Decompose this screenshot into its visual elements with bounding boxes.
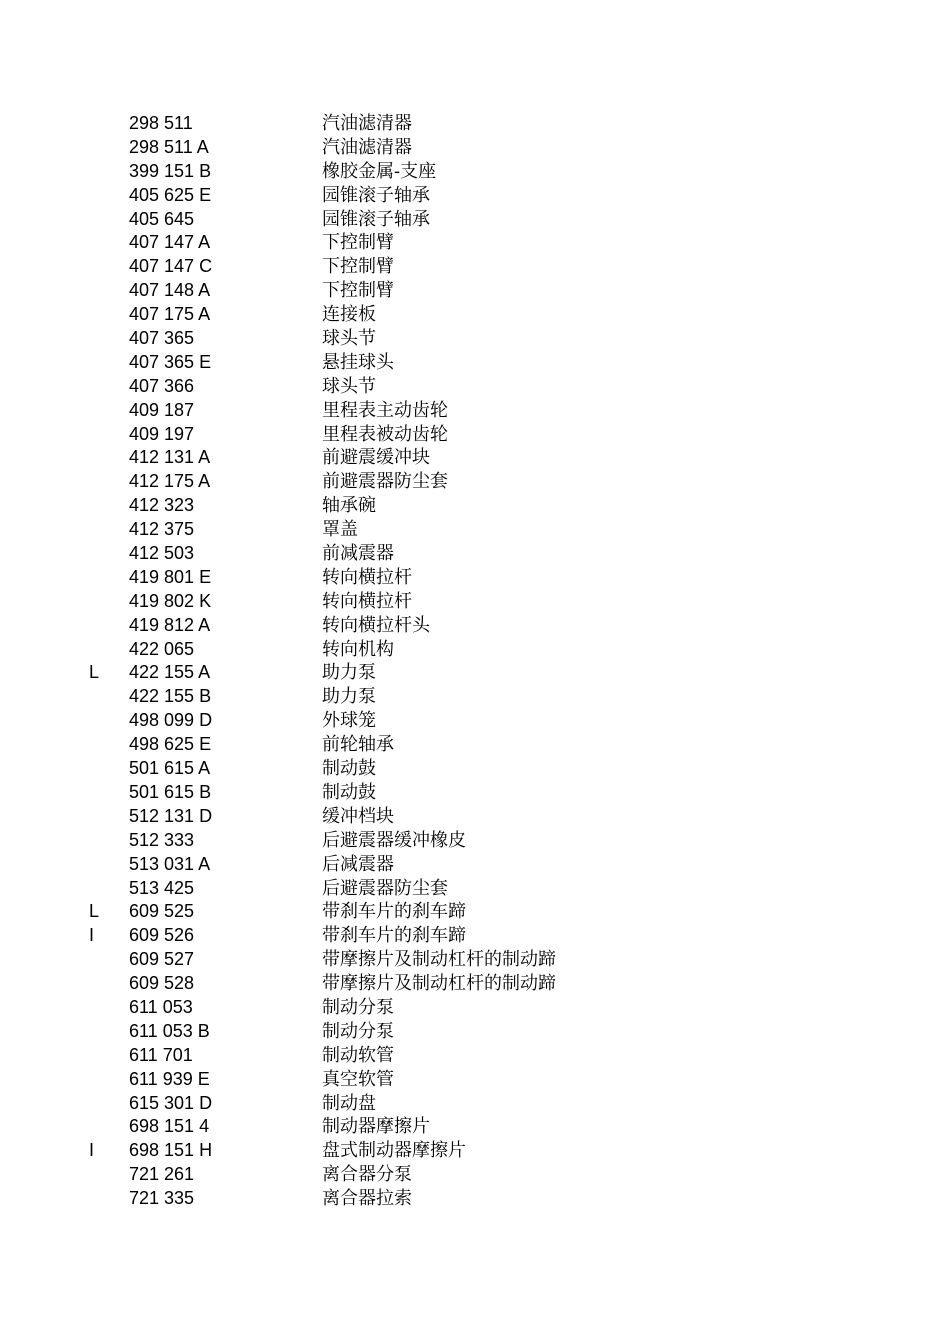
table-row — [0, 638, 950, 662]
row-marker: L — [89, 901, 100, 922]
part-description: 里程表被动齿轮 — [322, 423, 448, 445]
table-row — [0, 255, 950, 279]
part-description: 带摩擦片及制动杠杆的制动蹄 — [322, 973, 556, 995]
part-description: 罩盖 — [322, 519, 358, 541]
part-description: 悬挂球头 — [322, 351, 394, 373]
part-description: 助力泵 — [322, 686, 376, 708]
part-description: 转向横拉杆头 — [322, 614, 430, 636]
part-number: 721 261 — [129, 1164, 195, 1185]
table-row — [0, 1115, 950, 1139]
part-description: 制动盘 — [322, 1092, 376, 1114]
part-description: 制动鼓 — [322, 758, 376, 780]
part-number: 412 323 — [129, 495, 195, 516]
part-number: 407 148 A — [129, 280, 211, 301]
part-number: 419 801 E — [129, 566, 212, 587]
part-number: 698 151 4 — [129, 1116, 210, 1137]
table-row — [0, 661, 950, 685]
table-row — [0, 829, 950, 853]
table-row — [0, 542, 950, 566]
part-description: 后避震器缓冲橡皮 — [322, 829, 466, 851]
part-description: 下控制臂 — [322, 232, 394, 254]
row-marker: I — [89, 1140, 95, 1161]
part-description: 连接板 — [322, 304, 376, 326]
row-marker: I — [89, 925, 95, 946]
part-number: 407 147 A — [129, 232, 211, 253]
part-description: 前避震缓冲块 — [322, 447, 430, 469]
table-row — [0, 1187, 950, 1211]
part-number: 412 131 A — [129, 447, 211, 468]
part-number: 409 197 — [129, 423, 195, 444]
part-number: 422 155 A — [129, 662, 211, 683]
part-number: 609 525 — [129, 901, 195, 922]
part-number: 405 645 — [129, 208, 195, 229]
table-row — [0, 446, 950, 470]
table-row — [0, 805, 950, 829]
part-description: 制动软管 — [322, 1044, 394, 1066]
part-number: 298 511 A — [129, 136, 209, 157]
part-description: 前轮轴承 — [322, 734, 394, 756]
part-description: 带刹车片的刹车蹄 — [322, 901, 466, 923]
table-row — [0, 972, 950, 996]
table-row — [0, 709, 950, 733]
part-description: 轴承碗 — [322, 495, 376, 517]
part-number: 513 031 A — [129, 853, 211, 874]
table-row — [0, 877, 950, 901]
table-row — [0, 351, 950, 375]
part-number: 498 625 E — [129, 734, 212, 755]
table-row — [0, 303, 950, 327]
table-row — [0, 208, 950, 232]
table-row — [0, 184, 950, 208]
table-row — [0, 136, 950, 160]
part-description: 缓冲档块 — [322, 805, 394, 827]
table-row — [0, 566, 950, 590]
table-row — [0, 231, 950, 255]
table-row — [0, 590, 950, 614]
part-number: 721 335 — [129, 1188, 195, 1209]
part-number: 698 151 H — [129, 1140, 213, 1161]
part-number: 422 155 B — [129, 686, 212, 707]
part-number: 407 366 — [129, 375, 195, 396]
table-row — [0, 781, 950, 805]
part-number: 409 187 — [129, 399, 195, 420]
part-description: 制动分泵 — [322, 1020, 394, 1042]
part-number: 419 802 K — [129, 590, 212, 611]
part-description: 橡胶金属-支座 — [322, 160, 437, 182]
part-number: 615 301 D — [129, 1092, 213, 1113]
part-description: 转向横拉杆 — [322, 590, 412, 612]
part-number: 513 425 — [129, 877, 195, 898]
table-row — [0, 1068, 950, 1092]
table-row — [0, 1139, 950, 1163]
table-row — [0, 1163, 950, 1187]
parts-list — [0, 112, 950, 1211]
part-number: 298 511 — [129, 113, 193, 133]
table-row — [0, 948, 950, 972]
table-row — [0, 375, 950, 399]
part-number: 609 526 — [129, 925, 195, 946]
part-number: 407 175 A — [129, 304, 211, 325]
part-description: 带刹车片的刹车蹄 — [322, 925, 466, 947]
part-number: 399 151 B — [129, 160, 212, 181]
row-marker: L — [89, 662, 100, 683]
part-number: 412 175 A — [129, 471, 211, 492]
part-description: 里程表主动齿轮 — [322, 399, 448, 421]
part-number: 611 053 B — [129, 1020, 210, 1041]
table-row — [0, 900, 950, 924]
part-description: 汽油滤清器 — [322, 136, 412, 158]
part-description: 园锥滚子轴承 — [322, 208, 430, 230]
table-row — [0, 996, 950, 1020]
part-number: 407 365 — [129, 328, 195, 349]
part-number: 609 527 — [129, 949, 195, 970]
part-description: 园锥滚子轴承 — [322, 184, 430, 206]
table-row — [0, 327, 950, 351]
part-number: 419 812 A — [129, 614, 211, 635]
part-description: 真空软管 — [322, 1068, 394, 1090]
part-description: 前避震器防尘套 — [322, 471, 448, 493]
table-row — [0, 470, 950, 494]
part-number: 512 333 — [129, 829, 195, 850]
part-description: 下控制臂 — [322, 256, 394, 278]
part-description: 离合器拉索 — [322, 1188, 412, 1210]
table-row — [0, 160, 950, 184]
part-description: 制动分泵 — [322, 996, 394, 1018]
table-row — [0, 423, 950, 447]
table-row — [0, 279, 950, 303]
part-description: 后减震器 — [322, 853, 394, 875]
part-description: 前减震器 — [322, 543, 394, 565]
part-number: 501 615 B — [129, 781, 212, 802]
table-row — [0, 614, 950, 638]
part-description: 转向机构 — [322, 638, 394, 660]
part-number: 407 147 C — [129, 256, 213, 277]
table-row — [0, 853, 950, 877]
table-row — [0, 112, 950, 136]
part-description: 转向横拉杆 — [322, 566, 412, 588]
part-description: 球头节 — [322, 375, 376, 397]
part-description: 球头节 — [322, 328, 376, 350]
part-description: 下控制臂 — [322, 280, 394, 302]
table-row — [0, 733, 950, 757]
part-number: 611 701 — [129, 1044, 193, 1065]
part-number: 501 615 A — [129, 758, 211, 779]
part-description: 助力泵 — [322, 662, 376, 684]
table-row — [0, 685, 950, 709]
part-description: 外球笼 — [322, 710, 376, 732]
part-description: 制动器摩擦片 — [322, 1116, 430, 1138]
part-number: 407 365 E — [129, 351, 212, 372]
part-number: 498 099 D — [129, 710, 213, 731]
table-row — [0, 1020, 950, 1044]
part-number: 405 625 E — [129, 184, 212, 205]
part-number: 412 375 — [129, 519, 195, 540]
part-description: 带摩擦片及制动杠杆的制动蹄 — [322, 949, 556, 971]
table-row — [0, 1092, 950, 1116]
part-number: 611 939 E — [129, 1068, 210, 1089]
part-description: 汽油滤清器 — [322, 113, 412, 134]
part-number: 412 503 — [129, 543, 195, 564]
part-description: 盘式制动器摩擦片 — [322, 1140, 466, 1162]
table-row — [0, 518, 950, 542]
part-number: 611 053 — [129, 996, 193, 1017]
part-number: 609 528 — [129, 973, 195, 994]
table-row — [0, 924, 950, 948]
part-number: 422 065 — [129, 638, 195, 659]
table-row — [0, 757, 950, 781]
part-description: 制动鼓 — [322, 781, 376, 803]
part-number: 512 131 D — [129, 805, 213, 826]
table-row — [0, 1044, 950, 1068]
part-description: 后避震器防尘套 — [322, 877, 448, 899]
table-row — [0, 399, 950, 423]
table-row — [0, 494, 950, 518]
part-description: 离合器分泵 — [322, 1164, 412, 1186]
